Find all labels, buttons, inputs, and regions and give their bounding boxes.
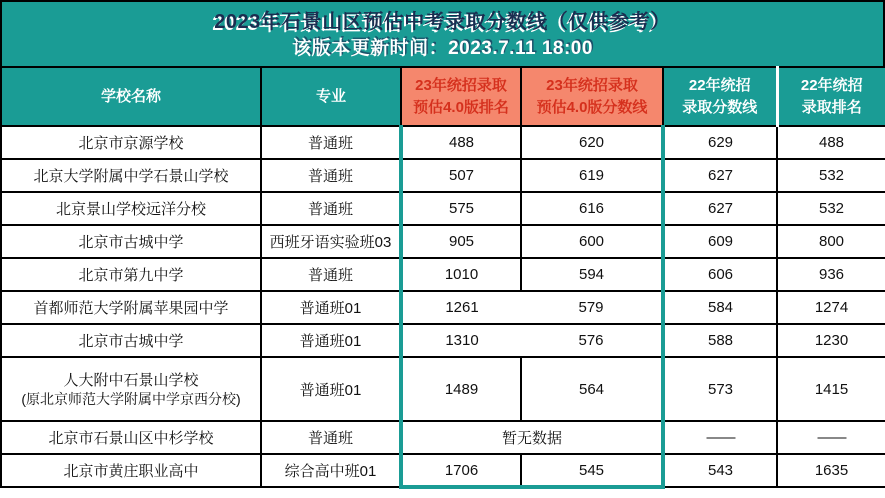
score22-cell: 609: [663, 225, 777, 258]
school-name-cell: 首都师范大学附属苹果园中学: [1, 291, 261, 324]
school-name-cell: 北京市石景山区中杉学校: [1, 421, 261, 454]
major-cell: 普通班: [261, 192, 401, 225]
score23-cell: 620: [521, 126, 663, 159]
header-score-23: 23年统招录取 预估4.0版分数线: [521, 67, 663, 126]
school-name-cell: [1, 357, 261, 421]
table-row: [1, 357, 885, 421]
rank23-cell: 1010: [401, 258, 521, 291]
rank23-cell: 905: [401, 225, 521, 258]
header-major: 专业: [261, 67, 401, 126]
score22-cell: 573: [663, 357, 777, 421]
score22-cell: 543: [663, 454, 777, 487]
major-cell: 普通班01: [261, 357, 401, 421]
rank22-cell: 800: [777, 225, 885, 258]
rank22-cell: 488: [777, 126, 885, 159]
rank22-cell: 532: [777, 192, 885, 225]
major-cell: 综合高中班01: [261, 454, 401, 487]
admission-score-table: [0, 66, 885, 489]
header-rank-22: 22年统招 录取排名: [777, 67, 885, 126]
title-banner: [0, 0, 885, 66]
header-score-22: 22年统招 录取分数线: [663, 67, 777, 126]
rank22-cell: 532: [777, 159, 885, 192]
score23-cell: 600: [521, 225, 663, 258]
rank23-cell: 575: [401, 192, 521, 225]
score22-cell: 606: [663, 258, 777, 291]
rank23-cell: 1489: [401, 357, 521, 421]
score23-cell: 619: [521, 159, 663, 192]
score23-cell: 545: [521, 454, 663, 487]
school-name-cell: 北京大学附属中学石景山学校: [1, 159, 261, 192]
school-name-cell: 北京市京源学校: [1, 126, 261, 159]
table-row: [1, 421, 885, 454]
rank22-cell: 1230: [777, 324, 885, 357]
table-row: [1, 225, 885, 258]
rank22-cell: 936: [777, 258, 885, 291]
no-data-cell: 暂无数据: [401, 421, 663, 454]
major-cell: 普通班01: [261, 291, 401, 324]
major-cell: 普通班01: [261, 324, 401, 357]
school-name-cell: 北京市黄庄职业高中: [1, 454, 261, 487]
school-name-cell: 北京景山学校远洋分校: [1, 192, 261, 225]
major-cell: 普通班: [261, 159, 401, 192]
header-rank-23: 23年统招录取 预估4.0版排名: [401, 67, 521, 126]
table-row: [1, 291, 885, 324]
table-row: [1, 324, 885, 357]
rank22-cell: 1415: [777, 357, 885, 421]
score23-cell: 594: [521, 258, 663, 291]
table-header-row: [1, 67, 885, 126]
school-name-line1: 人大附中石景山学校: [63, 371, 199, 389]
school-name-cell: 北京市第九中学: [1, 258, 261, 291]
school-name-cell: 北京市古城中学: [1, 225, 261, 258]
rank23-cell: 507: [401, 159, 521, 192]
rank22-cell: 1274: [777, 291, 885, 324]
table-row: [1, 258, 885, 291]
table-row: [1, 192, 885, 225]
table-row: [1, 159, 885, 192]
major-cell: 普通班: [261, 126, 401, 159]
score22-cell: 584: [663, 291, 777, 324]
rank22-cell: ——: [777, 421, 885, 454]
update-time: 该版本更新时间：2023.7.11 18:00: [292, 38, 593, 59]
score23-cell: 564: [521, 357, 663, 421]
major-cell: 普通班: [261, 258, 401, 291]
header-school-name: 学校名称: [1, 67, 261, 126]
rank22-cell: 1635: [777, 454, 885, 487]
major-cell: 西班牙语实验班03: [261, 225, 401, 258]
rank23-cell: 1310: [401, 324, 521, 357]
school-name-line2: (原北京师范大学附属中学京西分校): [21, 390, 241, 407]
rank23-cell: 488: [401, 126, 521, 159]
rank23-cell: 1706: [401, 454, 521, 487]
page-title: 2023年石景山区预估中考录取分数线（仅供参考）: [214, 11, 671, 33]
major-cell: 普通班: [261, 421, 401, 454]
score22-cell: 629: [663, 126, 777, 159]
score22-cell: 627: [663, 192, 777, 225]
score22-cell: 588: [663, 324, 777, 357]
school-name-cell: 北京市古城中学: [1, 324, 261, 357]
score23-cell: 579: [521, 291, 663, 324]
score23-cell: 616: [521, 192, 663, 225]
table-row: [1, 126, 885, 159]
score23-cell: 576: [521, 324, 663, 357]
score22-cell: 627: [663, 159, 777, 192]
table-row: [1, 454, 885, 487]
score22-cell: ——: [663, 421, 777, 454]
rank23-cell: 1261: [401, 291, 521, 324]
